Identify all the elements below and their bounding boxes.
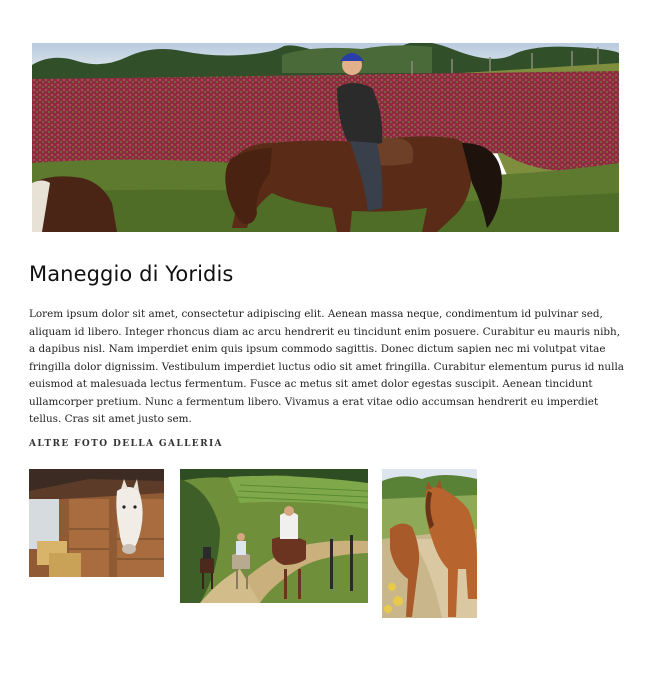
gallery-thumbnail-stable[interactable]	[29, 469, 164, 577]
page-title: Maneggio di Yoridis	[29, 262, 234, 286]
horse-in-stable-image	[29, 469, 164, 577]
hero-horse-rider-image	[32, 43, 619, 232]
body-paragraph: Lorem ipsum dolor sit amet, consectetur adipiscing elit. Aenean massa neque, condimentum id pulvinar sed, aliquam id libero. Integer rhoncus diam ac arcu hendrerit eu tincidunt enim posuere. Curabitur eu mauris nibh, a dapibus nisl. Nam imperdiet enim quis ipsum commodo sagittis. Donec dictum sapien nec mi volutpat vitae fringilla dolor dignissim. Vestibulum imperdiet luctus odio sit amet fringilla. Curabitur elementum purus id nulla euismod at malesuada lectus fermentum. Fusce ac metus sit amet dolor egestas suscipit. Aenean tincidunt ullamcorper pretium. Nunc a fermentum libero. Vivamus a erat vitae odio accumsan hendrerit eu imperdiet tellus. Cras sit amet justo sem.	[29, 308, 624, 425]
gallery-heading: ALTRE FOTO DELLA GALLERIA	[29, 439, 223, 449]
gallery-thumbnail-trail-ride[interactable]	[180, 469, 368, 603]
two-horses-image	[382, 469, 477, 618]
hero-photo	[32, 43, 619, 232]
gallery-thumbnail-two-horses[interactable]	[382, 469, 477, 618]
trail-ride-image	[180, 469, 368, 603]
